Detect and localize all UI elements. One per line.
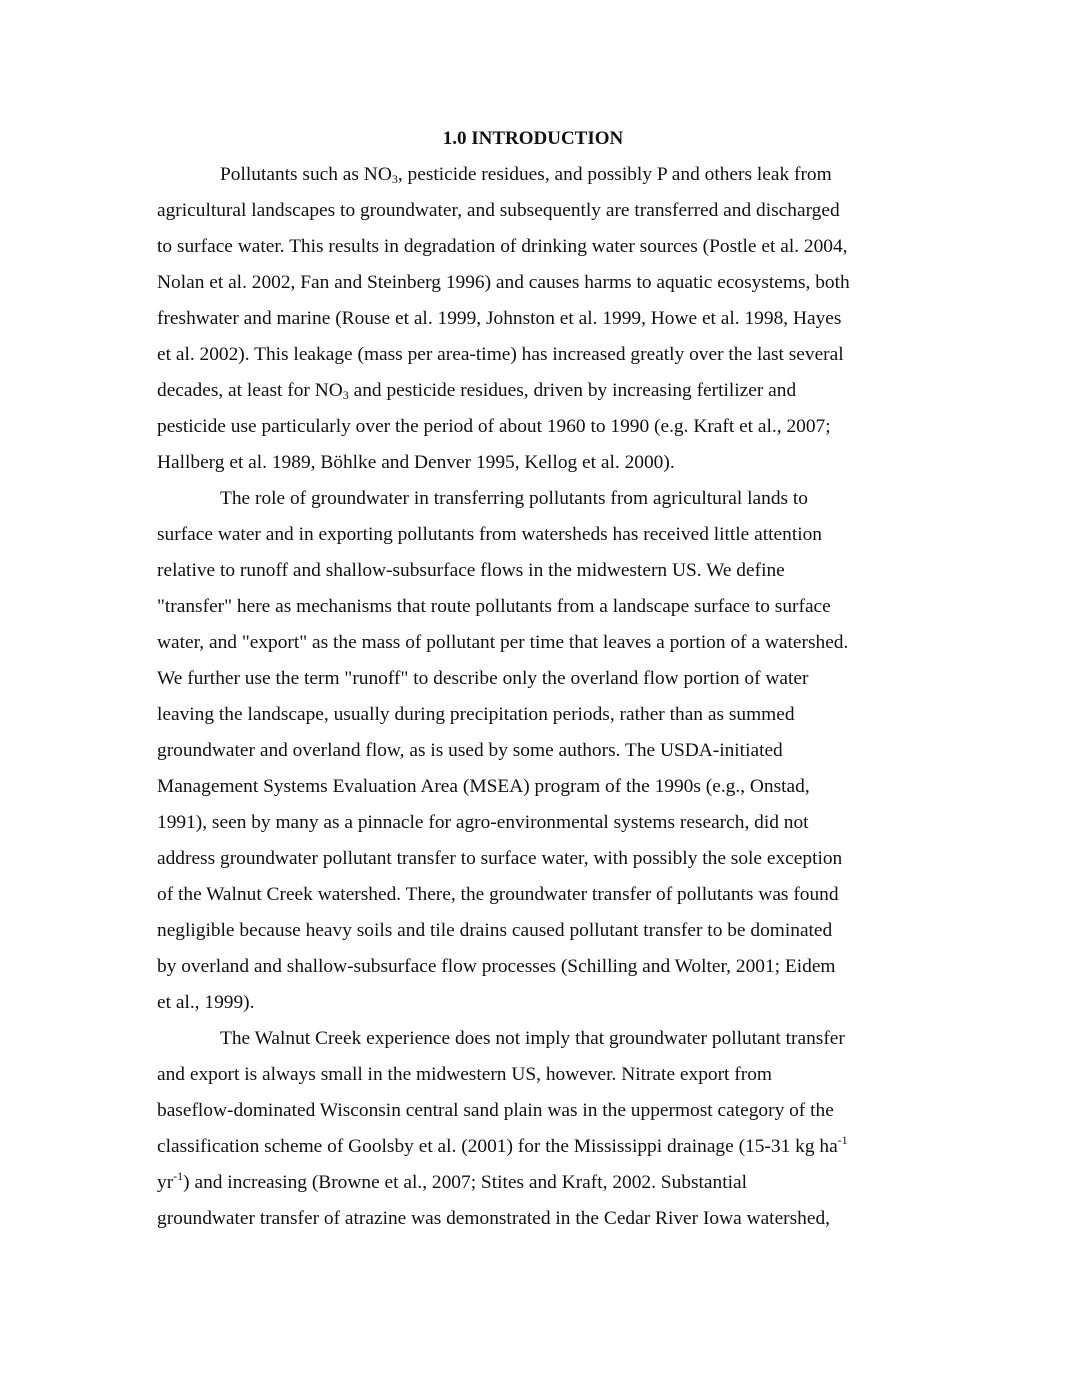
paragraph-1-line: Nolan et al. 2002, Fan and Steinberg 1996) and causes harms to aquatic ecosystems, both [157, 272, 850, 293]
paragraph-2-line: leaving the landscape, usually during precipitation periods, rather than as summed [157, 704, 795, 725]
paragraph-2-line: relative to runoff and shallow-subsurface flows in the midwestern US. We define [157, 560, 785, 581]
paragraph-1-line: et al. 2002). This leakage (mass per area-time) has increased greatly over the last several [157, 344, 844, 365]
subscript: 3 [391, 172, 398, 186]
paragraph-2-line: Management Systems Evaluation Area (MSEA) program of the 1990s (e.g., Onstad, [157, 776, 810, 797]
paragraph-2-line: "transfer" here as mechanisms that route pollutants from a landscape surface to surface [157, 596, 831, 617]
paragraph-2-line: surface water and in exporting pollutants from watersheds has received little attention [157, 524, 822, 545]
paragraph-1-line: Hallberg et al. 1989, Böhlke and Denver 1995, Kellog et al. 2000). [157, 452, 675, 473]
superscript: -1 [837, 1133, 848, 1147]
subscript: 3 [342, 388, 349, 402]
paragraph-2-line: by overland and shallow-subsurface flow processes (Schilling and Wolter, 2001; Eidem [157, 956, 836, 977]
superscript: -1 [173, 1169, 184, 1183]
paragraph-1-line: Pollutants such as $NO_3$, pesticide residues, and possibly P and others leak from [220, 164, 832, 186]
paragraph-1-line: freshwater and marine (Rouse et al. 1999, Johnston et al. 1999, Howe et al. 1998, Hayes [157, 308, 842, 329]
paragraph-2-line: negligible because heavy soils and tile drains caused pollutant transfer to be dominated [157, 920, 833, 941]
paragraph-3-line: $yr^{-1}$) and increasing (Browne et al., 2007; Stites and Kraft, 2002. Substantial [157, 1169, 747, 1193]
paragraph-2-line: We further use the term "runoff" to describe only the overland flow portion of water [157, 668, 809, 689]
paragraph-3-line: classification scheme of Goolsby et al. (2001) for the Mississippi drainage (15-31 kg $ha^{-1}$ [157, 1133, 848, 1157]
paragraph-1-line: decades, at least for $NO_3$ and pesticide residues, driven by increasing fertilizer and [157, 380, 797, 402]
paragraph-1-line: to surface water. This results in degradation of drinking water sources (Postle et al. 2004, [157, 236, 848, 257]
paragraph-2-line: of the Walnut Creek watershed. There, the groundwater transfer of pollutants was found [157, 884, 839, 905]
paragraph-3-line: baseflow-dominated Wisconsin central sand plain was in the uppermost category of the [157, 1100, 834, 1121]
paragraph-2-line: et al., 1999). [157, 992, 255, 1013]
paragraph-3-line: and export is always small in the midwestern US, however. Nitrate export from [157, 1064, 772, 1085]
paragraph-1-line: pesticide use particularly over the period of about 1960 to 1990 (e.g. Kraft et al., 2007; [157, 416, 831, 437]
paragraph-2-line: groundwater and overland flow, as is used by some authors. The USDA-initiated [157, 740, 783, 761]
paragraph-2-line: address groundwater pollutant transfer to surface water, with possibly the sole exception [157, 848, 843, 869]
paragraph-1-line: agricultural landscapes to groundwater, and subsequently are transferred and discharged [157, 200, 840, 221]
paragraph-2-line: water, and "export" as the mass of pollutant per time that leaves a portion of a watershed. [157, 632, 849, 653]
paragraph-3-line: The Walnut Creek experience does not imply that groundwater pollutant transfer [220, 1028, 845, 1049]
paragraph-2-line: The role of groundwater in transferring pollutants from agricultural lands to [220, 488, 809, 509]
section-heading: 1.0 INTRODUCTION [442, 128, 624, 149]
paragraph-3-line: groundwater transfer of atrazine was demonstrated in the Cedar River Iowa watershed, [157, 1208, 831, 1229]
paragraph-2-line: 1991), seen by many as a pinnacle for agro-environmental systems research, did not [157, 812, 809, 833]
